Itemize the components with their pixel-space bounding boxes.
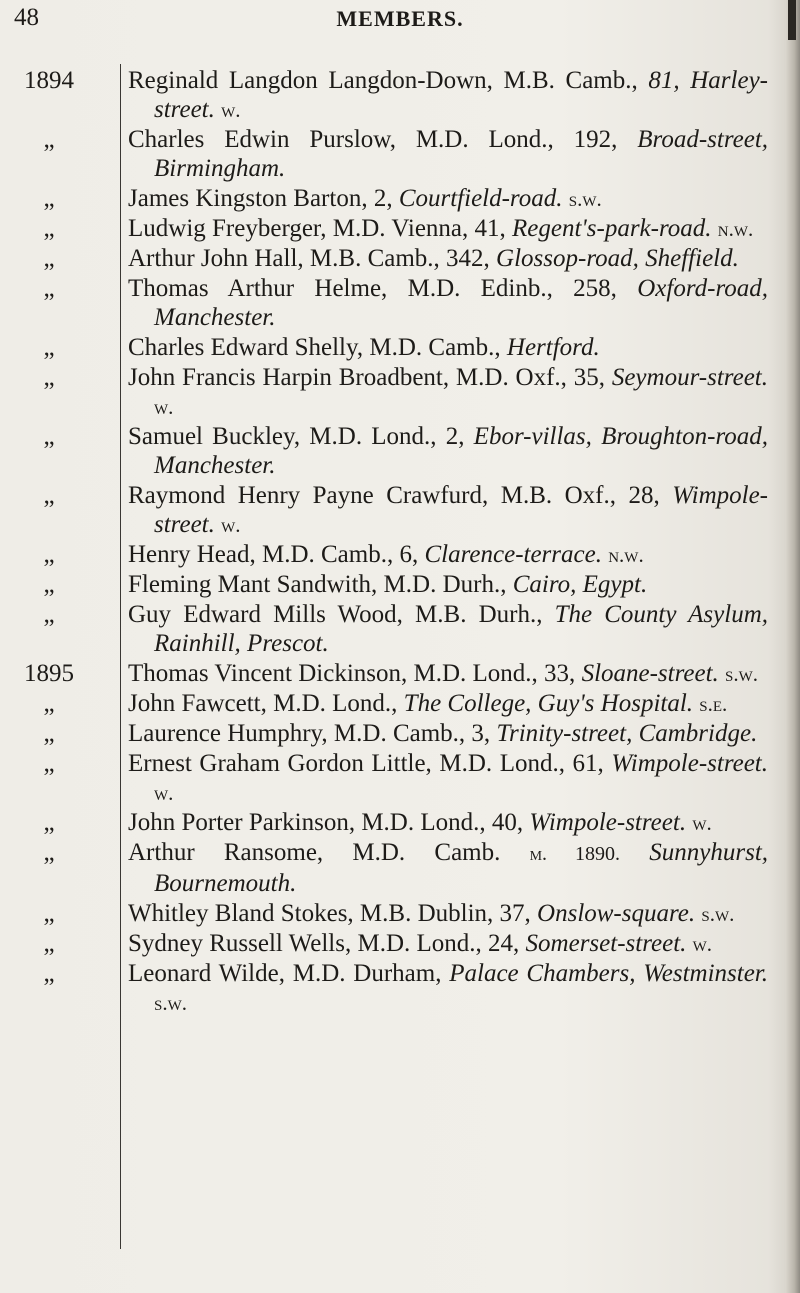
member-name: Whitley Bland Stokes, M.B. Dublin, 37, — [128, 900, 531, 927]
member-entry — [0, 363, 780, 422]
member-name: Ernest Graham Gordon Little, M.D. Lond., 61, — [128, 750, 604, 777]
member-name: Laurence Humphry, M.D. Camb., 3, — [128, 720, 491, 747]
postal-district: s.w. — [154, 991, 187, 1015]
member-address: Wimpole-street. — [611, 750, 769, 777]
member-address: 81, Harley-street. — [154, 67, 769, 123]
member-address: Cairo, Egypt. — [512, 571, 648, 598]
member-entry — [0, 66, 780, 125]
membership-note: m. 1890. — [529, 843, 621, 865]
member-address: Ebor-villas, Broughton-road, Manchester. — [154, 423, 768, 479]
member-entry — [0, 570, 780, 600]
member-entry — [0, 333, 780, 363]
postal-district: w. — [154, 781, 174, 805]
member-entry — [0, 244, 780, 274]
member-entry — [0, 899, 780, 929]
member-name: Guy Edward Mills Wood, M.B. Durh., — [128, 601, 543, 628]
member-name: Ludwig Freyberger, M.D. Vienna, 41, — [128, 215, 506, 242]
postal-district: s.w. — [725, 662, 759, 686]
member-name: Leonard Wilde, M.D. Durham, — [128, 960, 442, 987]
member-address: Trinity-street, Cambridge. — [496, 720, 758, 747]
member-address: Sunnyhurst, Bournemouth. — [154, 839, 769, 897]
postal-district: n.w. — [608, 543, 644, 567]
election-year: „ — [43, 423, 55, 450]
election-year: „ — [43, 601, 55, 628]
postal-district: w. — [692, 932, 713, 956]
member-entry — [0, 184, 780, 214]
election-year: „ — [43, 900, 55, 927]
election-year: 1894 — [24, 67, 74, 94]
election-year: „ — [43, 364, 55, 391]
member-entry — [0, 274, 780, 333]
member-address: Onslow-square. — [537, 900, 696, 927]
member-entry — [0, 659, 780, 689]
running-head: MEMBERS. — [336, 6, 464, 31]
postal-district: w. — [692, 811, 712, 835]
member-name: Charles Edward Shelly, M.D. Camb., — [128, 334, 501, 361]
member-address: Wimpole-street. — [154, 482, 769, 538]
member-entry — [0, 838, 780, 899]
election-year: „ — [43, 809, 55, 836]
election-year: „ — [43, 720, 55, 747]
election-year: „ — [43, 334, 55, 361]
member-address: Regent's-park-road. — [512, 215, 712, 242]
member-name: John Francis Harpin Broadbent, M.D. Oxf., 35, — [128, 364, 605, 391]
member-name: Sydney Russell Wells, M.D. Lond., 24, — [128, 930, 520, 957]
member-address: Hertford. — [506, 334, 600, 361]
member-name: Raymond Henry Payne Crawfurd, M.B. Oxf., 28, — [128, 482, 660, 509]
election-year: „ — [43, 960, 55, 987]
member-entry — [0, 540, 780, 570]
election-year: „ — [43, 482, 55, 509]
member-address: The County Asylum, Rainhill, Prescot. — [154, 601, 768, 657]
member-name: Arthur Ransome, M.D. Camb. — [128, 839, 501, 866]
member-address: Palace Chambers, Westminster. — [449, 960, 769, 987]
member-entry — [0, 125, 780, 184]
member-name: Thomas Arthur Helme, M.D. Edinb., 258, — [128, 275, 617, 302]
member-name: Henry Head, M.D. Camb., 6, — [128, 541, 419, 568]
member-entry — [0, 689, 780, 719]
election-year: „ — [43, 185, 55, 212]
member-name: Fleming Mant Sandwith, M.D. Durh., — [128, 571, 507, 598]
page-edge — [786, 0, 800, 1293]
member-name: Charles Edwin Purslow, M.D. Lond., 192, — [128, 126, 618, 153]
postal-district: s.e. — [699, 692, 728, 716]
postal-district: w. — [221, 513, 241, 537]
election-year: „ — [43, 275, 55, 302]
postal-district: w. — [221, 98, 241, 122]
member-address: Somerset-street. — [525, 930, 687, 957]
member-name: Thomas Vincent Dickinson, M.D. Lond., 33, — [128, 660, 576, 687]
postal-district: s.w. — [568, 187, 602, 211]
election-year: „ — [43, 930, 55, 957]
election-year: 1895 — [24, 660, 74, 687]
member-address: Sloane-street. — [581, 660, 719, 687]
election-year: „ — [43, 126, 55, 153]
postal-district: s.w. — [701, 902, 735, 926]
election-year: „ — [43, 839, 55, 866]
member-address: The College, Guy's Hospital. — [403, 690, 694, 717]
member-entry — [0, 214, 780, 244]
member-address: Courtfield-road. — [398, 185, 563, 212]
postal-district: n.w. — [717, 217, 754, 241]
postal-district: w. — [154, 395, 174, 419]
election-year: „ — [43, 245, 55, 272]
member-entry — [0, 422, 780, 481]
member-entry — [0, 808, 780, 838]
member-list — [0, 66, 780, 1018]
member-address: Seymour-street. — [611, 364, 768, 391]
member-entry — [0, 959, 780, 1018]
member-entry — [0, 600, 780, 659]
member-address: Glossop-road, Sheffield. — [496, 245, 739, 272]
member-name: Samuel Buckley, M.D. Lond., 2, — [128, 423, 465, 450]
election-year: „ — [43, 215, 55, 242]
member-name: James Kingston Barton, 2, — [128, 185, 393, 212]
election-year: „ — [43, 571, 55, 598]
page-number: 48 — [14, 4, 39, 31]
member-address: Wimpole-street. — [529, 809, 687, 836]
member-address: Oxford-road, Manchester. — [154, 275, 769, 331]
member-name: Arthur John Hall, M.B. Camb., 342, — [128, 245, 490, 272]
member-entry — [0, 719, 780, 749]
member-address: Clarence-terrace. — [424, 541, 602, 568]
election-year: „ — [43, 541, 55, 568]
member-entry — [0, 749, 780, 808]
member-address: Broad-street, Birmingham. — [154, 126, 769, 182]
member-entry — [0, 481, 780, 540]
member-name: Reginald Langdon Langdon-Down, M.B. Camb., — [128, 67, 638, 94]
member-name: John Fawcett, M.D. Lond., — [128, 690, 398, 717]
member-name: John Porter Parkinson, M.D. Lond., 40, — [128, 809, 524, 836]
member-entry — [0, 929, 780, 959]
election-year: „ — [43, 750, 55, 777]
election-year: „ — [43, 690, 55, 717]
